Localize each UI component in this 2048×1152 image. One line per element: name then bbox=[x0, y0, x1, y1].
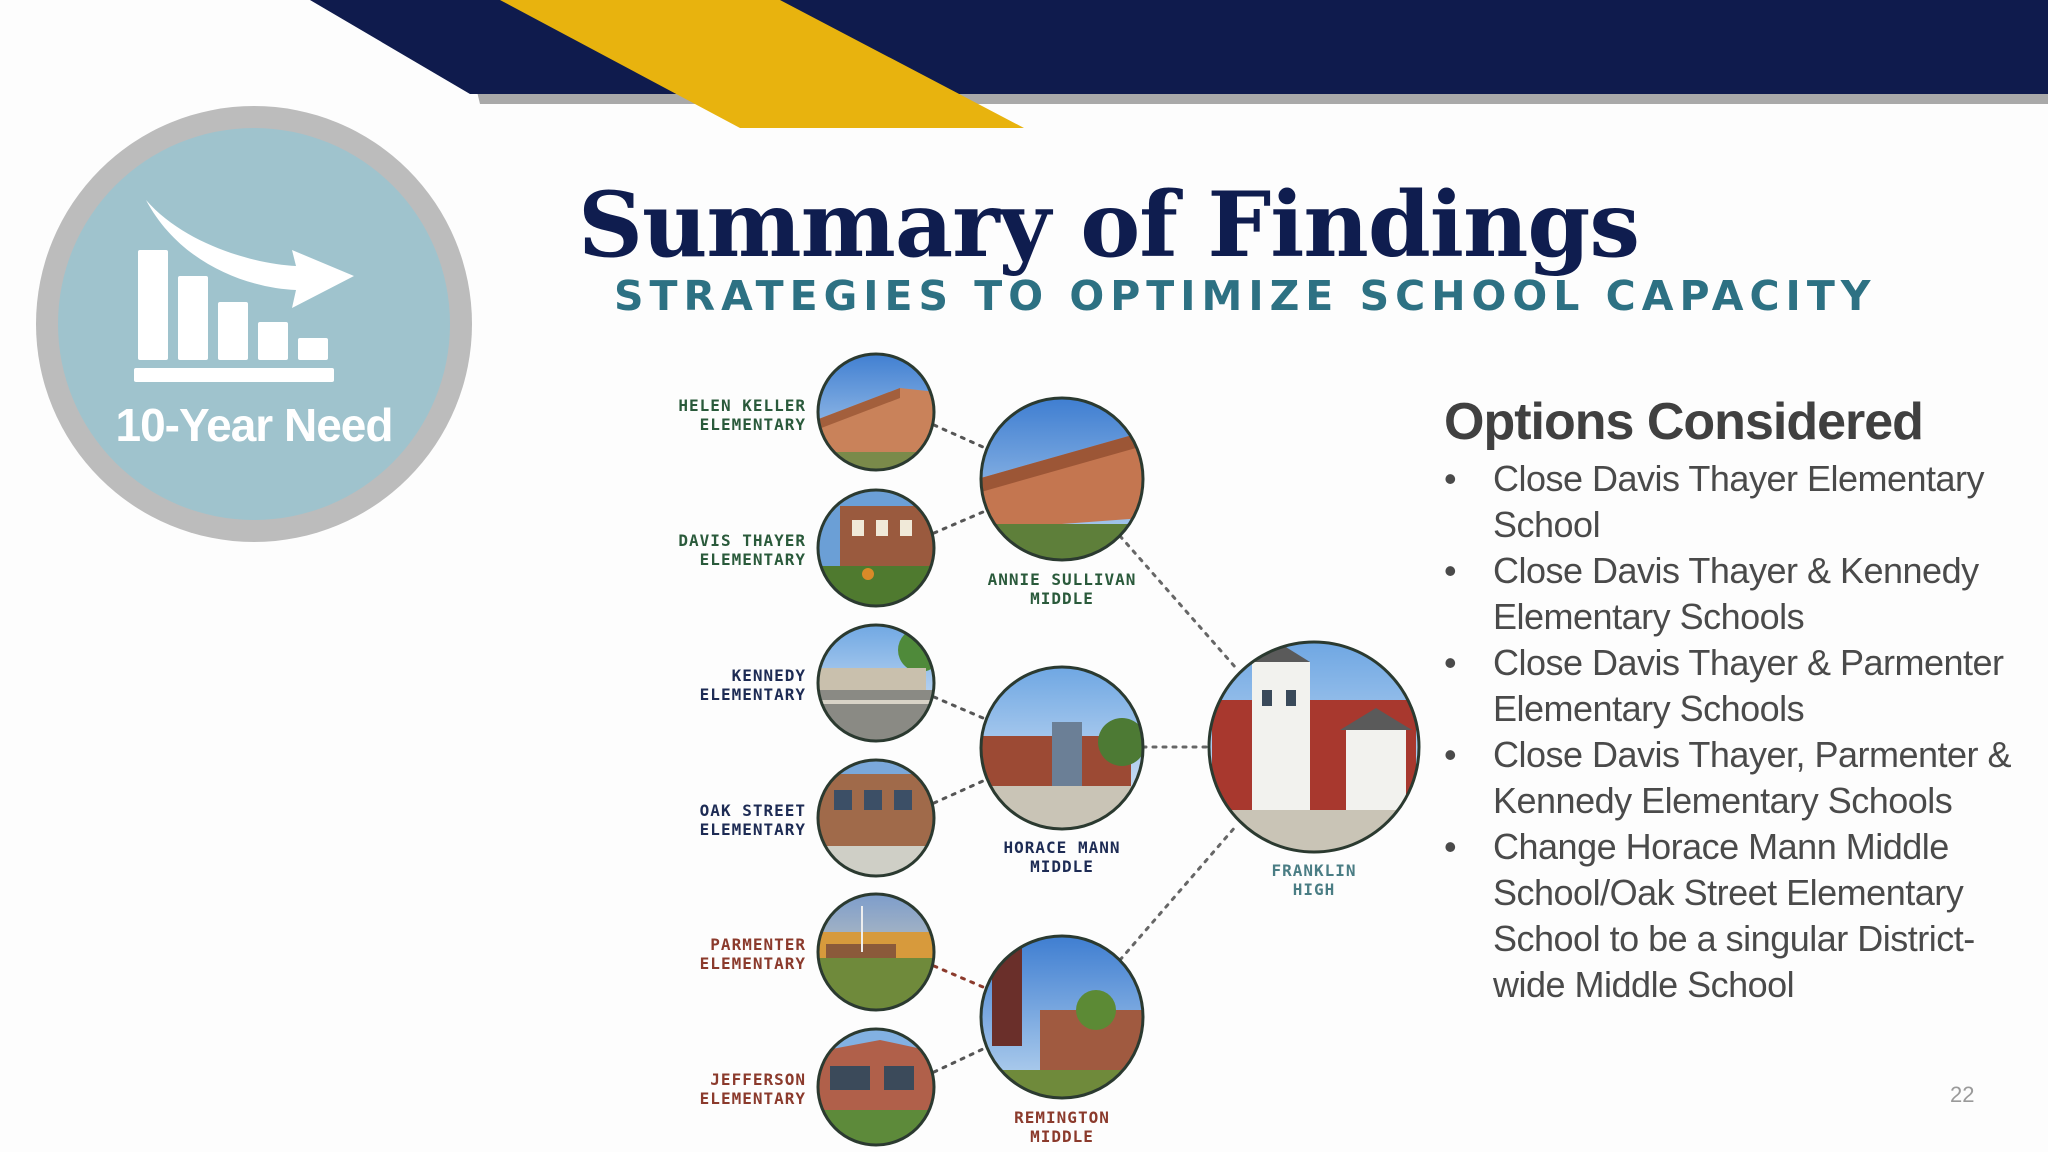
label-franklin-high: FRANKLIN HIGH bbox=[1271, 861, 1357, 899]
option-item: • Close Davis Thayer & Parmenter Elementary Schools bbox=[1444, 640, 2034, 732]
badge-label: 10-Year Need bbox=[115, 399, 393, 451]
option-item: • Change Horace Mann Middle School/Oak Street Elementary School to be a singular District-wide Middle School bbox=[1444, 824, 2034, 1008]
label-parmenter: PARMENTER ELEMENTARY bbox=[699, 935, 806, 973]
page-subtitle: STRATEGIES TO OPTIMIZE SCHOOL CAPACITY bbox=[614, 272, 1877, 320]
option-item: • Close Davis Thayer, Parmenter & Kennedy Elementary Schools bbox=[1444, 732, 2034, 824]
option-item: • Close Davis Thayer Elementary School bbox=[1444, 456, 2034, 548]
options-list bbox=[1444, 456, 2034, 1008]
label-annie-sullivan: ANNIE SULLIVAN MIDDLE bbox=[987, 570, 1137, 608]
label-jefferson: JEFFERSON ELEMENTARY bbox=[699, 1070, 806, 1108]
label-remington: REMINGTON MIDDLE bbox=[1014, 1108, 1110, 1146]
label-oak-street: OAK STREET ELEMENTARY bbox=[699, 801, 806, 839]
option-item: • Close Davis Thayer & Kennedy Elementary Schools bbox=[1444, 548, 2034, 640]
label-davis-thayer: DAVIS THAYER ELEMENTARY bbox=[678, 531, 806, 569]
page-title: Summary of Findings bbox=[578, 172, 1639, 278]
page-number: 22 bbox=[1950, 1082, 1975, 1107]
label-helen-keller: HELEN KELLER ELEMENTARY bbox=[678, 396, 806, 434]
label-horace-mann: HORACE MANN MIDDLE bbox=[1003, 838, 1121, 876]
label-kennedy: KENNEDY ELEMENTARY bbox=[699, 666, 806, 704]
options-heading: Options Considered bbox=[1444, 393, 1923, 451]
